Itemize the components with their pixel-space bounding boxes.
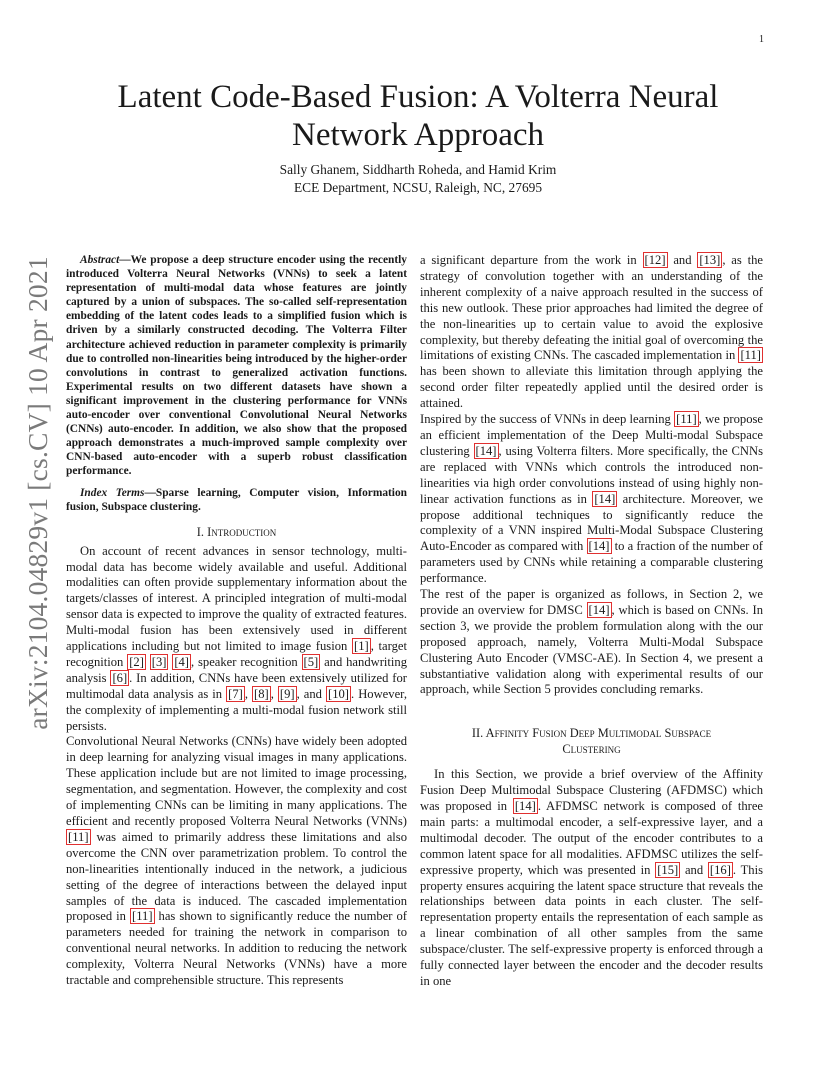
citation-link[interactable]: [12] [644, 253, 666, 267]
citation-link[interactable]: [11] [68, 829, 89, 844]
right-paragraph-1: a significant departure from the work in [12] and [13] , as the strategy of convolution together with an understanding of the inherent complexity of a naive approach resulted in the success of this new outlook. These prior approaches had limited the degree of the non-linearities up to certain value to avoid the explosive complexity, but thereby defeating the initial goal of overcoming the limitations of existing CNNs. The cascaded implementation in [11] has been shown to alleviate this limitation through applying the second order filter repeatedly applied until the desired order is attained. [420, 253, 763, 411]
arxiv-stamp-container [8, 256, 68, 730]
index-terms-text: —Sparse learning, Computer vision, Information fusion, Subspace clustering. [66, 486, 407, 513]
citation-link[interactable]: [14] [514, 799, 536, 813]
citation-link[interactable]: [2] [129, 654, 144, 669]
citation-link[interactable]: [10] [328, 686, 349, 701]
citation-link[interactable]: [16] [709, 862, 731, 877]
citation-link[interactable]: [5] [303, 654, 319, 669]
citation-link[interactable]: [7] [228, 686, 243, 701]
section-2-paragraph-1: In this Section, we provide a brief overview of the Affinity Fusion Deep Multimodal Subspace Clustering (AFDMSC) which was proposed in [14] . AFDMSC network is composed of three main parts: a multimodal encoder, a self-expressive layer, and a multimodal decoder. The output of the encoder contributes to a common latent space for all modalities. AFDMSC utilizes the self-expressive property, which was presented in [15] and [16] . This property ensures acquiring the latent space structure that reveals the relationships between data points in each cluster. The self-representation property entails the representation of each sample as a linear combination of all other samples from the same subspace/cluster. The self-expressive property is enforced through a fully connected layer between the encoder and the decoder results in one [420, 767, 763, 988]
citation-link[interactable]: [13] [699, 253, 721, 267]
author-names: Sally Ghanem, Siddharth Roheda, and Hamid Krim [279, 162, 557, 177]
citation-link[interactable]: [14] [594, 491, 616, 506]
citation-link[interactable]: [1] [354, 639, 369, 654]
right-paragraph-3: The rest of the paper is organized as follows, in Section 2, we provide an overview for DMSC [14] , which is based on CNNs. In section 3, we provide the problem formulation along with the our proposed approach, namely, Volterra Multi-Modal Subspace Clustering Auto Encoder (VMSC-AE). In Section 4, we present a substantiative validation along with experimental results of our approach, while Section 5 provides concluding remarks. [420, 587, 763, 697]
abstract-text: —We propose a deep structure encoder using the recently introduced Volterra Neural Networks (VNNs) to seek a latent representation of multi-modal data whose features are jointly captured by a union of subspaces. The so-called self-representation embedding of the latent codes leads to a simplified fusion which is driven by a similarly constructed decoding. The Volterra Filter architecture achieved reduction in parameter complexity is primarily due to controlled non-linearities being introduced by the higher-order convolutions in contrast to generalized activation functions. Experimental results on two different datasets have shown a significant improvement in the clustering performance for VNNs auto-encoder over conventional Convolutional Neural Networks (CNNs) auto-encoder. In addition, we also show that the proposed approach demonstrates a much-improved sample complexity over CNN-based auto-encoder with a superb robust classification performance. [66, 254, 407, 478]
citation-link[interactable]: [6] [112, 670, 128, 685]
left-column [66, 253, 407, 989]
right-column [420, 253, 763, 990]
abstract-label: Abstract [80, 254, 120, 266]
citation-link[interactable]: [11] [676, 412, 697, 427]
section-1-heading: I. Introduction [196, 524, 277, 539]
author-block [60, 161, 776, 197]
section-2-heading-line-1: II. Affinity Fusion Deep Multimodal Subspace [471, 726, 712, 741]
citation-link[interactable]: [14] [475, 443, 497, 458]
paper-title: Latent Code-Based Fusion: A Volterra Neural Network Approach [117, 79, 719, 153]
arxiv-stamp: arXiv:2104.04829v1 [cs.CV] 10 Apr 2021 [22, 256, 53, 730]
right-paragraph-2: Inspired by the success of VNNs in deep learning [11] , we propose an efficient implementation of the Deep Multi-modal Subspace clustering [14] , using Volterra filters. More specifically, the CNNs are replaced with VNNs which controls the introduced non-linearities via high order convolutions instead of using highly non-linear activation functions as in [14] architecture. Moreover, we propose additional techniques to significantly reduce the complexity of a VNN inspired Multi-Modal Subspace Clustering Auto-Encoder as compared with [14] to a fraction of the number of parameters used by CNNs while retaining a comparable clustering performance. [420, 412, 764, 586]
citation-link[interactable]: [3] [151, 654, 167, 669]
index-terms-label: Index Terms [80, 486, 145, 499]
citation-link[interactable]: [4] [174, 654, 189, 669]
page-number: 1 [759, 34, 764, 45]
affiliation: ECE Department, NCSU, Raleigh, NC, 27695 [293, 180, 543, 195]
section-1-paragraph-2: Convolutional Neural Networks (CNNs) have widely been adopted in deep learning for analyzing visual images in many applications. These application include but are not limited to image processing, segmentation, and segmentation. However, the complexity and cost of implementing CNNs can be limiting in many applications. The efficient and recently proposed Volterra Neural Networks (VNNs) [11] was aimed to primarily address these limitations and also overcome the CNN over parametrization problem. To control the non-linearities intentionally induced in the network, a judicious setting of the degree of interactions between the delayed input samples of the data is induced. The cascaded implementation proposed in [11] has shown to significantly reduce the number of parameters needed for training the network in comparison to conventional neural networks. In addition to reducing the network complexity, Volterra Neural Networks (VNNs) have a more tractable and comprehensible structure. This represents [66, 734, 407, 988]
citation-link[interactable]: [8] [254, 686, 269, 701]
citation-link[interactable]: [9] [279, 686, 295, 701]
citation-link[interactable]: [11] [740, 348, 761, 363]
citation-link[interactable]: [14] [588, 602, 610, 617]
citation-link[interactable]: [15] [657, 862, 679, 877]
index-terms [66, 486, 407, 514]
citation-link[interactable]: [14] [588, 539, 610, 554]
section-2-heading-line-2: Clustering [562, 742, 621, 757]
section-1-paragraph-1: On account of recent advances in sensor technology, multi-modal data has become widely available and useful. Additional modalities can often provide supplementary information about the targets/classes of interest. A principled integration of multi-modal sensor data is expected to improve the quality of extracted features. Multi-modal fusion has been extensively used in different applications including but not limited to image fusion [1] , target recognition [2] [3] [4] , speaker recognition [5] and handwriting analysis [6] . In addition, CNNs have been extensively utilized for multimodal data analysis as in [7] , [8] , [9] , and [10] . However, the complexity of implementing a multi-modal fusion network still persists. [66, 543, 407, 733]
citation-link[interactable]: [11] [132, 909, 153, 924]
abstract [66, 253, 407, 479]
